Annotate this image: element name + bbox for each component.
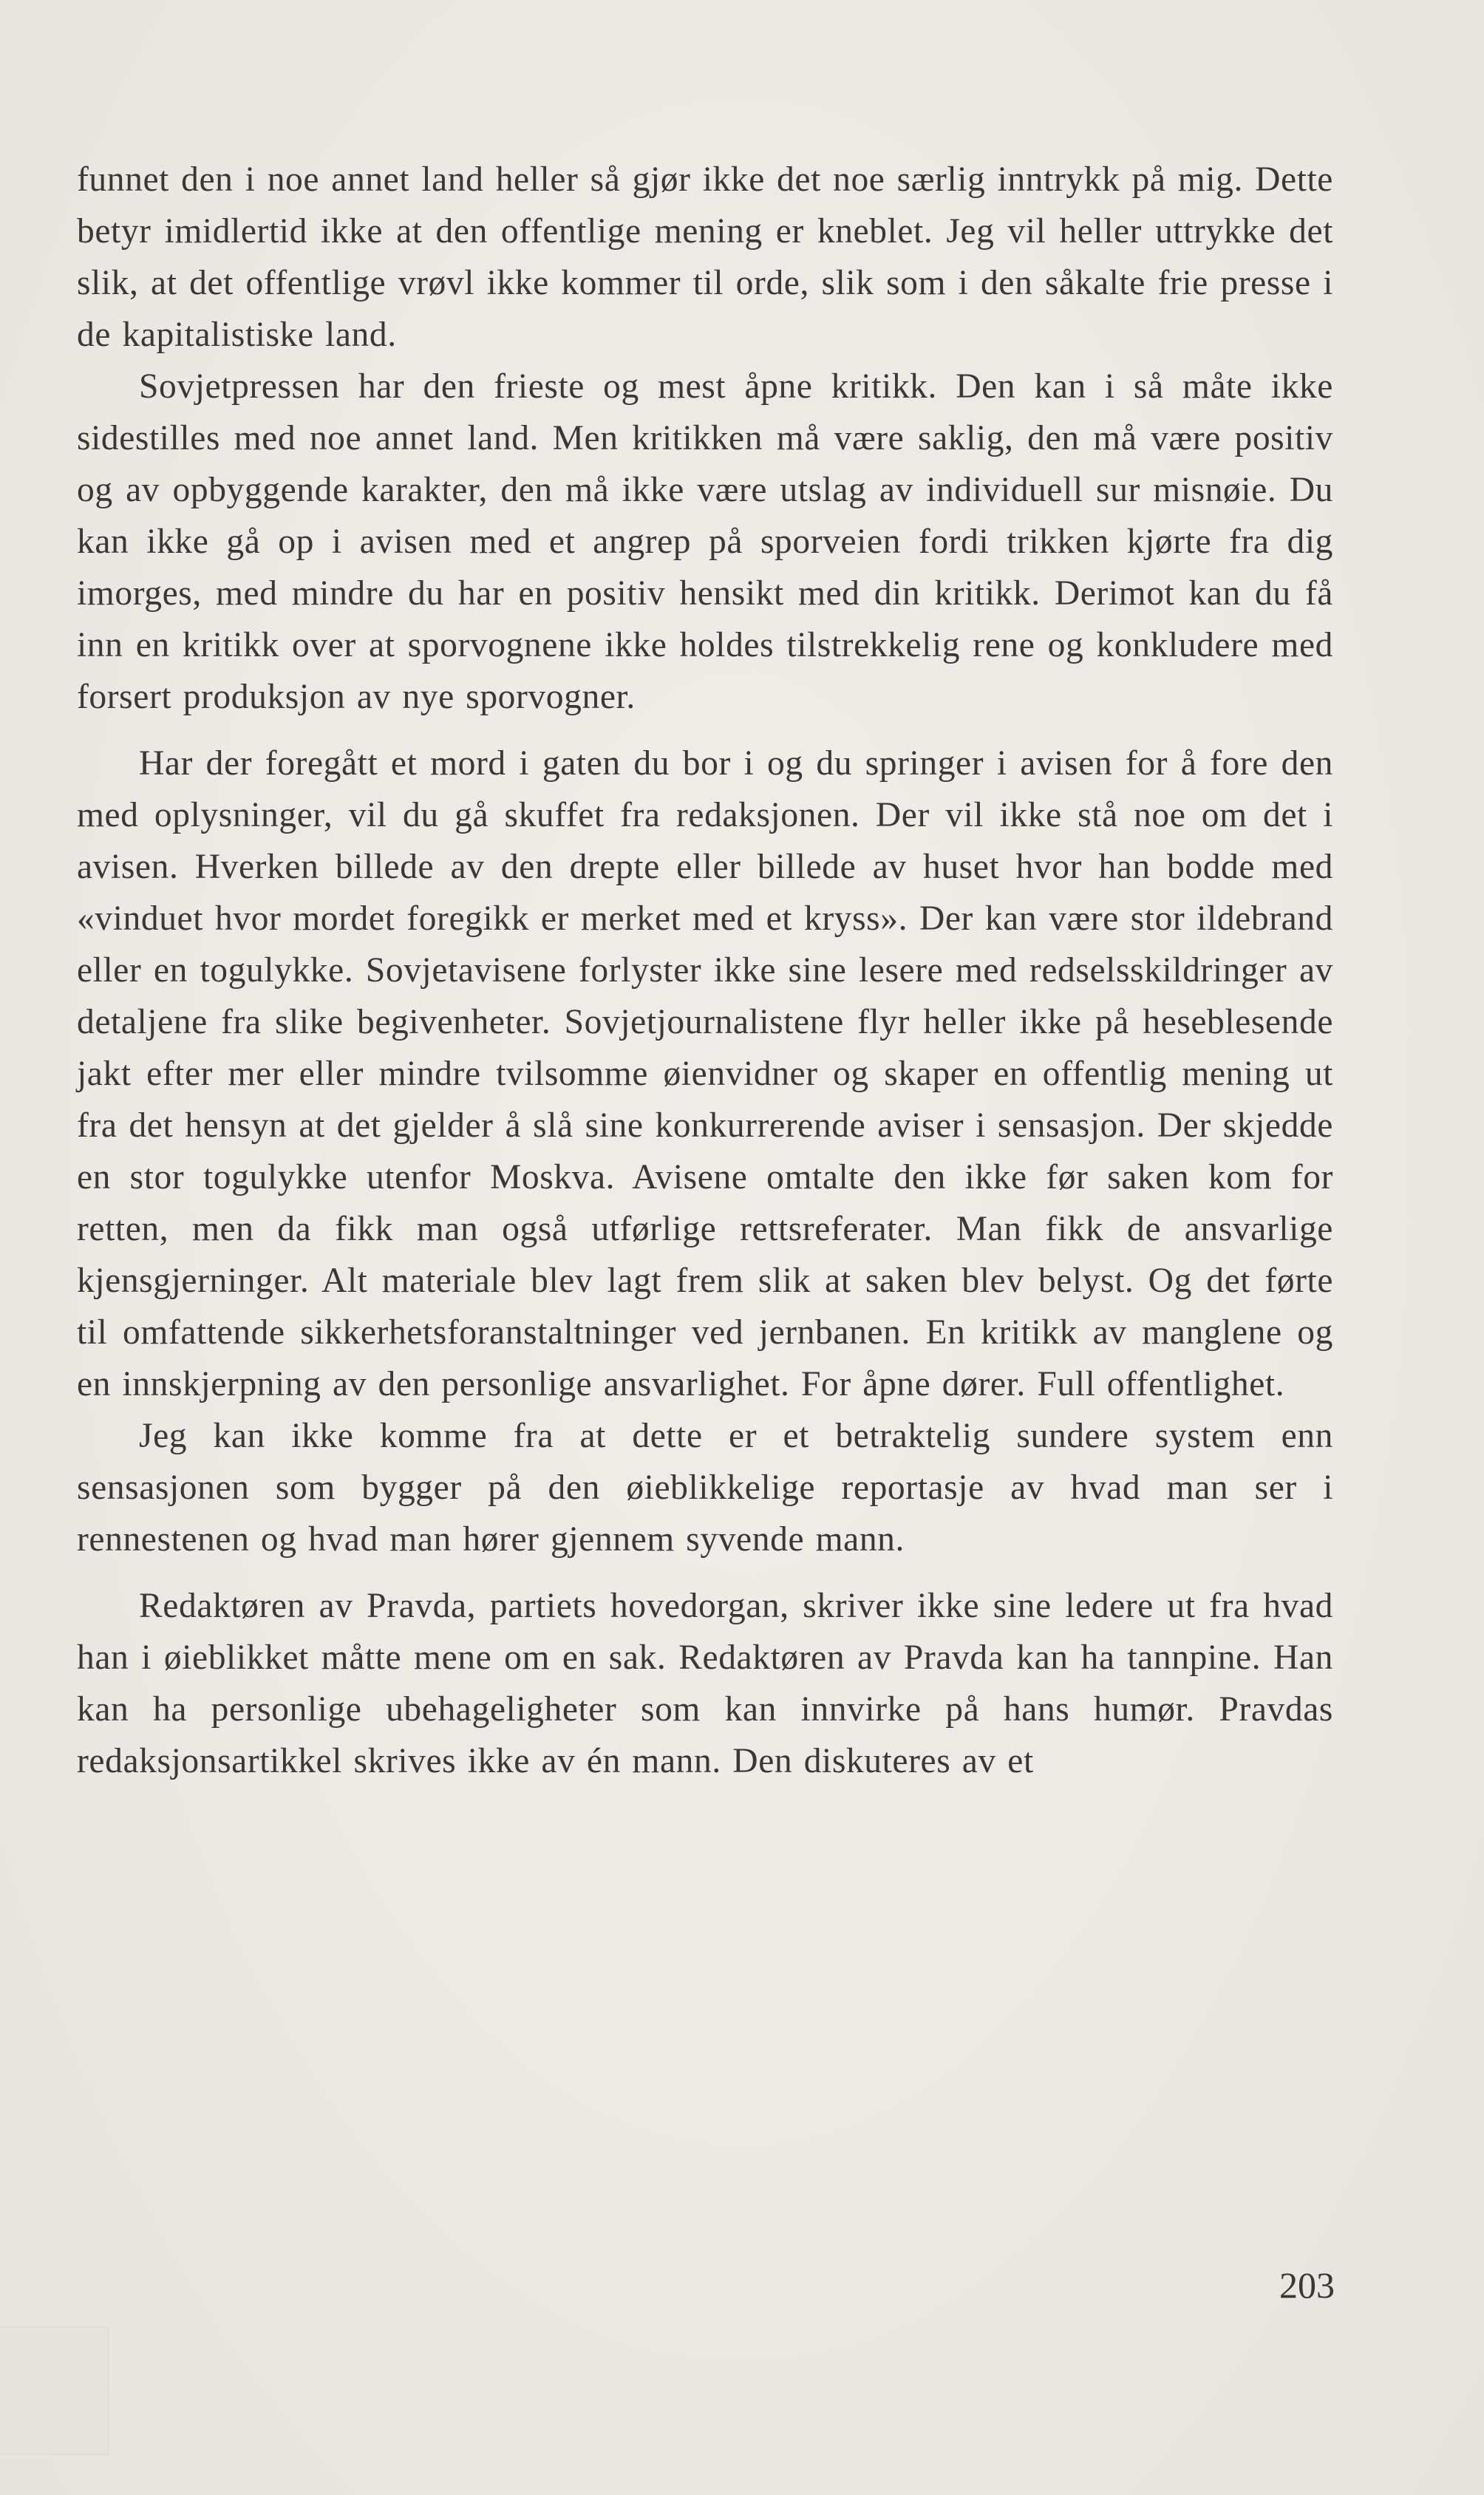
paragraph-2: Sovjetpressen har den frieste og mest åpne kritikk. Den kan i så måte ikke sidestilles med noe annet land. Men kritikken må være saklig, den må være positiv og av opbyggende karakter, den må ikke være utslag av individuell sur misnøie. Du kan ikke gå op i avisen med et angrep på sporveien fordi trikken kjørte fra dig imorges, med mindre du har en positiv hensikt med din kritikk. Derimot kan du få inn en kritikk over at sporvognene ikke holdes tilstrekkelig rene og konkludere med forsert produksjon av nye sporvogner.: [77, 367, 1333, 716]
paragraph-1: funnet den i noe annet land heller så gjør ikke det noe særlig inntrykk på mig. Dette betyr imidlertid ikke at den offentlige mening er kneblet. Jeg vil heller uttrykke det slik, at det offentlige vrøvl ikke kommer til orde, slik som i den såkalte frie presse i de kapitalistiske land.: [77, 160, 1333, 354]
paper-edge-mark: [0, 2326, 109, 2455]
body-text: [77, 154, 1333, 1787]
page-number: 203: [1279, 2264, 1335, 2306]
paragraph-4: Jeg kan ikke komme fra at dette er et betraktelig sundere system enn sensasjonen som bygger på den øieblikkelige reportasje av hvad man ser i rennestenen og hvad man hører gjennem syvende mann.: [77, 1417, 1333, 1559]
paragraph-5: Redaktøren av Pravda, partiets hovedorgan, skriver ikke sine ledere ut fra hvad han i øieblikket måtte mene om en sak. Redaktøren av Pravda kan ha tannpine. Han kan ha personlige ubehageligheter som kan innvirke på hans humør. Pravdas redaksjonsartikkel skrives ikke av én mann. Den diskuteres av et: [77, 1587, 1333, 1780]
paragraph-3: Har der foregått et mord i gaten du bor i og du springer i avisen for å fore den med oplysninger, vil du gå skuffet fra redaksjonen. Der vil ikke stå noe om det i avisen. Hverken billede av den drepte eller billede av huset hvor han bodde med «vinduet hvor mordet foregikk er merket med et kryss». Der kan være stor ildebrand eller en togulykke. Sovjetavisene forlyster ikke sine lesere med redselsskildringer av detaljene fra slike begivenheter. Sovjetjournalistene flyr heller ikke på heseblesende jakt efter mer eller mindre tvilsomme øienvidner og skaper en offentlig mening ut fra det hensyn at det gjelder å slå sine konkurrerende aviser i sensasjon. Der skjedde en stor togulykke utenfor Moskva. Avisene omtalte den ikke før saken kom for retten, men da fikk man også utførlige rettsreferater. Man fikk de ansvarlige kjensgjerninger. Alt materiale blev lagt frem slik at saken blev belyst. Og det førte til omfattende sikkerhetsforanstaltninger ved jernbanen. En kritikk av manglene og en innskjerpning av den personlige ansvarlighet. For åpne dører. Full offentlighet.: [77, 744, 1333, 1403]
